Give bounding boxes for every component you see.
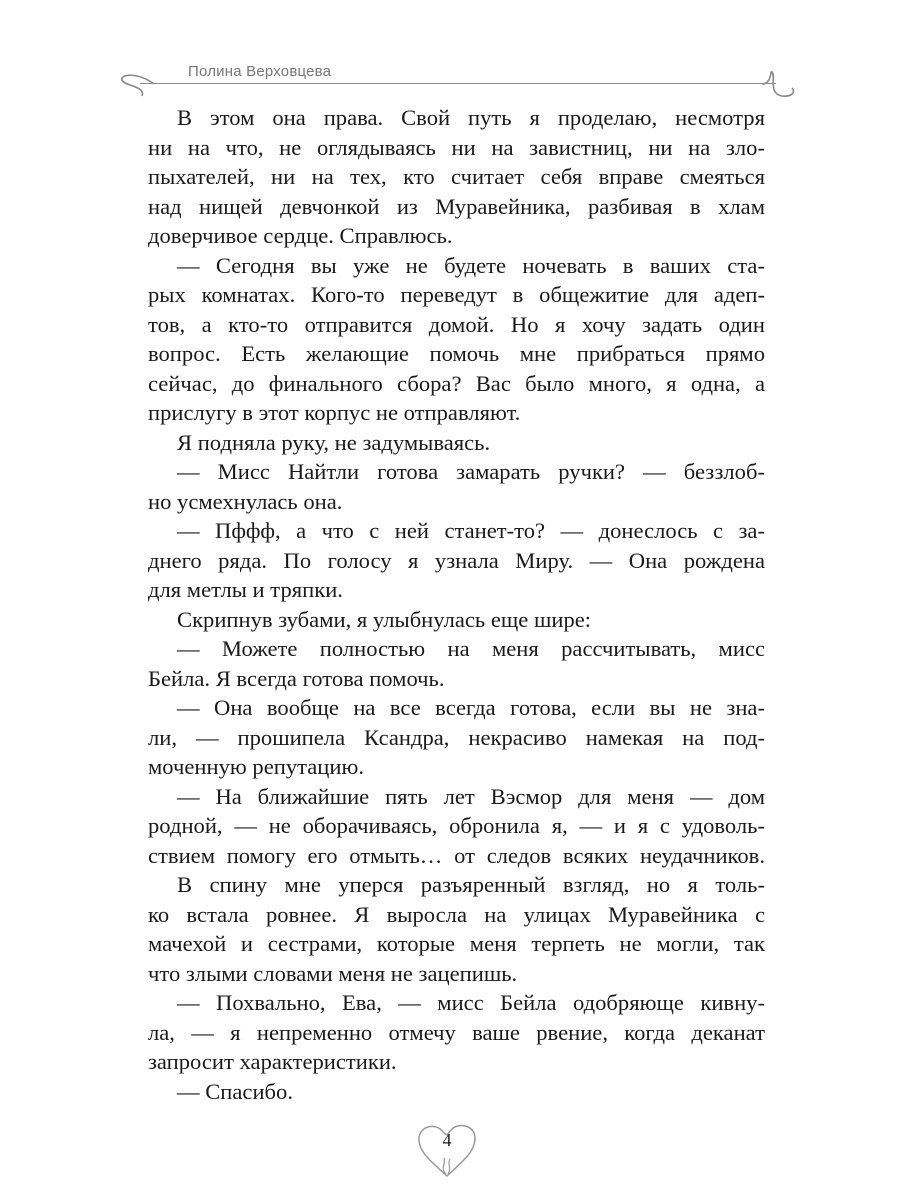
text-line: — Мисс Найтли готова замарать ручки? — беззлоб- [177, 459, 765, 484]
text-line: днего ряда. По голосу я узнала Миру. — Она рождена [148, 547, 765, 573]
text-line: ли, — прошипела Ксандра, некрасиво намекая на под- [148, 724, 765, 750]
text-line: — Похвально, Ева, — мисс Бейла одобряюще кивну- [177, 990, 765, 1015]
text-line: прислугу в этот корпус не отправляют. [148, 400, 521, 425]
text-line: но усмехнулась она. [148, 488, 343, 514]
text-line: моченную репутацию. [148, 754, 365, 779]
text-line: ла, — я непременно отмечу ваше рвение, когда деканат [148, 1019, 765, 1045]
text-line: Бейла. Я всегда готова помочь. [148, 665, 445, 691]
text-line: родной, — не оборачиваясь, обронила я, — и я с удоволь- [148, 813, 765, 838]
text-line: — На ближайшие пять лет Вэсмор для меня — дом [177, 783, 765, 809]
text-line: — Спасибо. [177, 1078, 293, 1104]
text-line: — Она вообще на все всегда готова, если вы не зна- [177, 695, 765, 720]
header-rule [140, 83, 776, 84]
text-line: вопрос. Есть желающие помочь мне прибраться прямо [148, 341, 765, 366]
right-curl-ornament-icon [758, 66, 798, 102]
text-line: — Сегодня вы уже не будете ночевать в ваших ста- [177, 252, 765, 278]
text-line: тов, а кто-то отправится домой. Но я хочу задать один [148, 311, 765, 337]
text-line: В спину мне уперся разъяренный взгляд, но я толь- [177, 872, 765, 897]
text-line: — Пффф, а что с ней станет-то? — донеслось с за- [177, 518, 765, 543]
text-line: — Можете полностью на меня рассчитывать, мисс [177, 636, 765, 661]
text-line: рых комнатах. Кого-то переведут в общежитие для адеп- [148, 282, 765, 307]
text-line: над нищей девчонкой из Муравейника, разбивая в хлам [148, 193, 765, 219]
text-line: Скрипнув зубами, я улыбнулась еще шире: [177, 606, 592, 632]
text-line: ствием помогу его отмыть… от следов всяких неудачников. [148, 842, 765, 868]
text-line: ни на что, не оглядываясь ни на завистниц, ни на зло- [148, 134, 765, 160]
text-line: мачехой и сестрами, которые меня терпеть не могли, так [148, 931, 765, 956]
author-name: Полина Верховцева [188, 63, 332, 80]
text-line: В этом она права. Свой путь я проделаю, несмотря [177, 105, 765, 130]
text-line: доверчивое сердце. Справлюсь. [148, 223, 453, 248]
running-header [118, 62, 798, 102]
body-text [148, 103, 765, 1106]
page-number-heart [412, 1118, 482, 1180]
text-line: сейчас, до финального сбора? Вас было много, я одна, а [148, 370, 765, 396]
page-number: 4 [442, 1130, 452, 1150]
text-line: ко встала ровнее. Я выросла на улицах Муравейника с [148, 901, 765, 927]
text-line: запросит характеристики. [148, 1049, 397, 1074]
left-curl-ornament-icon [118, 66, 158, 102]
text-line: Я подняла руку, не задумываясь. [177, 429, 491, 455]
text-line: для метлы и тряпки. [148, 577, 343, 602]
text-line: что злыми словами меня не зацепишь. [148, 960, 518, 986]
text-line: пыхателей, ни на тех, кто считает себя вправе смеяться [148, 164, 765, 189]
